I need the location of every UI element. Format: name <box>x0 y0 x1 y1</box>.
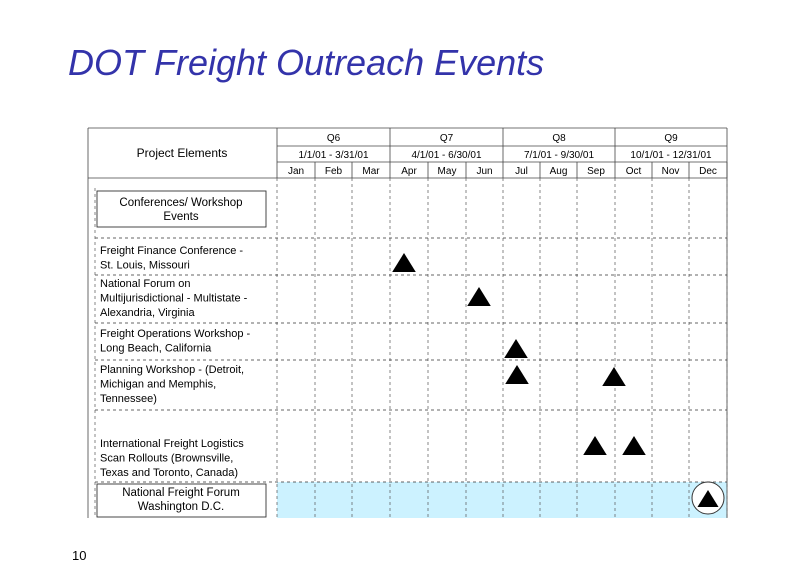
month-label: Mar <box>362 166 380 177</box>
event-label: Alexandria, Virginia <box>100 307 195 319</box>
milestone-triangle-icon <box>392 253 416 272</box>
month-label: Nov <box>661 166 680 177</box>
event-label: Planning Workshop - (Detroit, <box>100 364 245 376</box>
month-label: Aug <box>549 166 568 177</box>
section-header-text: Conferences/ Workshop <box>119 197 243 209</box>
event-label: Freight Finance Conference - <box>100 245 244 257</box>
milestone-triangle-icon <box>602 367 626 386</box>
quarter-date-range: 10/1/01 - 12/31/01 <box>630 150 712 161</box>
quarter-label: Q7 <box>439 133 454 144</box>
month-label: May <box>437 166 457 177</box>
quarter-label: Q8 <box>552 133 566 144</box>
event-label: Multijurisdictional - Multistate - <box>100 292 248 305</box>
highlight-band <box>277 482 727 518</box>
slide-title: DOT Freight Outreach Events <box>68 42 545 83</box>
event-label: St. Louis, Missouri <box>100 259 190 272</box>
milestone-triangle-icon <box>583 436 607 455</box>
event-label: Long Beach, California <box>100 342 212 355</box>
quarter-date-range: 4/1/01 - 6/30/01 <box>411 150 482 161</box>
quarter-label: Q9 <box>664 133 678 144</box>
milestone-triangle-icon <box>622 436 646 455</box>
event-label: Freight Operations Workshop - <box>100 328 251 340</box>
event-label: Texas and Toronto, Canada) <box>100 467 238 479</box>
milestone-triangle-icon <box>467 287 491 306</box>
event-label: Washington D.C. <box>137 501 225 513</box>
month-label: Jun <box>476 166 493 177</box>
event-label: National Freight Forum <box>122 487 240 499</box>
milestone-triangle-icon <box>505 365 529 384</box>
month-label: Apr <box>401 166 417 177</box>
quarter-label: Q6 <box>326 133 341 144</box>
page-number: 10 <box>72 548 87 563</box>
section-header-text: Events <box>163 211 199 223</box>
milestone-triangle-icon <box>504 339 528 358</box>
event-label: International Freight Logistics <box>100 438 244 450</box>
project-elements-header: Project Elements <box>136 146 228 160</box>
month-label: Jan <box>287 166 305 177</box>
event-label: Scan Rollouts (Brownsville, <box>100 452 234 465</box>
quarter-date-range: 7/1/01 - 9/30/01 <box>523 150 595 161</box>
month-label: Feb <box>324 166 343 177</box>
event-label: Tennessee) <box>100 393 157 405</box>
month-label: Oct <box>625 166 642 177</box>
month-label: Dec <box>699 166 717 177</box>
month-label: Sep <box>587 166 605 177</box>
event-label: National Forum on <box>100 278 191 290</box>
quarter-date-range: 1/1/01 - 3/31/01 <box>298 150 369 161</box>
month-label: Jul <box>515 166 528 177</box>
event-label: Michigan and Memphis, <box>100 378 217 391</box>
